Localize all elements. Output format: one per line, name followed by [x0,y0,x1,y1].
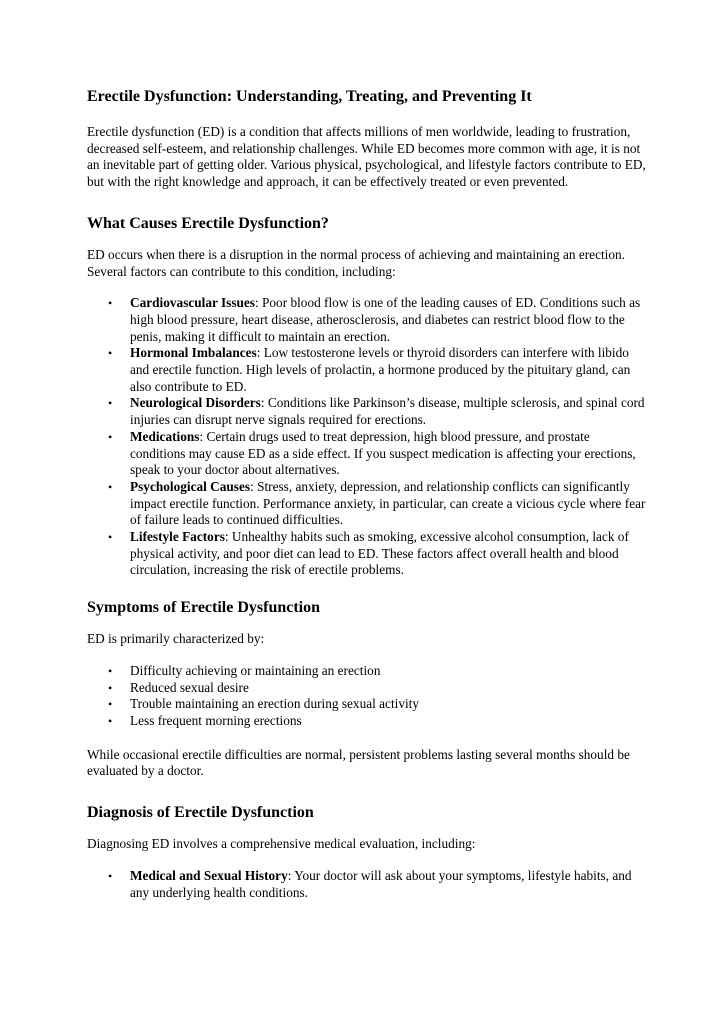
list-item-text: Reduced sexual desire [130,679,249,695]
bullet-icon: • [108,530,113,545]
list-item [87,663,647,680]
list-item-term: Lifestyle Factors [130,529,225,545]
list-item-text: Trouble maintaining an erection during sexual activity [130,696,420,712]
causes-heading: What Causes Erectile Dysfunction? [87,214,329,232]
list-item-text: : Unhealthy habits such as smoking, excessive alcohol consumption, lack of physical activity, and poor diet can lead to ED. These factors affect overall health and blood circulation, increasing the risk of erectile problems. [130,529,629,578]
bullet-icon: • [108,346,113,361]
causes-intro: ED occurs when there is a disruption in the normal process of achieving and maintaining an erection. Several factors can contribute to this condition, including: [87,246,625,279]
list-item [87,529,647,579]
list-item-text: Difficulty achieving or maintaining an erection [130,662,381,678]
list-item-term: Neurological Disorders [130,395,261,411]
diagnosis-intro: Diagnosing ED involves a comprehensive medical evaluation, including: [87,836,476,852]
list-item-term: Hormonal Imbalances [130,345,257,361]
list-item-text: : Your doctor will ask about your symptoms, lifestyle habits, and any underlying health conditions. [130,867,632,900]
list-item [87,479,647,529]
list-item [87,680,647,697]
list-item-text: : Conditions like Parkinson’s disease, multiple sclerosis, and spinal cord injuries can disrupt nerve signals required for erections. [130,395,645,428]
document-title: Erectile Dysfunction: Understanding, Treating, and Preventing It [87,88,532,105]
bullet-icon: • [108,713,113,728]
symptoms-intro: ED is primarily characterized by: [87,631,265,647]
diagnosis-heading: Diagnosis of Erectile Dysfunction [87,804,314,822]
list-item-term: Psychological Causes [130,478,251,494]
document-page [87,87,647,901]
symptoms-outro: While occasional erectile difficulties are normal, persistent problems lasting several months should be evaluated by a doctor. [87,746,630,779]
list-item [87,345,647,395]
bullet-icon: • [108,680,113,695]
bullet-icon: • [108,479,113,494]
list-item-text: : Stress, anxiety, depression, and relationship conflicts can significantly impact erectile function. Performance anxiety, in particular, can create a vicious cycle where fear of failure leads to continued difficulties. [130,478,646,528]
list-item [87,395,647,428]
list-item-text: : Certain drugs used to treat depression, high blood pressure, and prostate conditions may cause ED as a side effect. If you suspect medication is affecting your erections, speak to your doctor about alternatives. [130,428,636,478]
symptoms-list [87,663,647,730]
bullet-icon: • [108,396,113,411]
bullet-icon: • [108,663,113,678]
bullet-icon: • [108,429,113,444]
bullet-icon: • [108,868,113,883]
list-item [87,295,647,345]
bullet-icon: • [108,697,113,712]
list-item [87,713,647,730]
list-item-term: Cardiovascular Issues [130,295,255,311]
list-item [87,868,647,901]
list-item-term: Medical and Sexual History [130,867,288,883]
list-item [87,429,647,479]
list-item-term: Medications [130,428,200,444]
causes-list [87,295,647,579]
list-item-text: Less frequent morning erections [130,712,302,728]
bullet-icon: • [108,296,113,311]
list-item-text: : Poor blood flow is one of the leading causes of ED. Conditions such as high blood pressure, heart disease, atherosclerosis, and diabetes can restrict blood flow to the penis, making it difficult to maintain an erection. [130,295,641,344]
intro-paragraph: Erectile dysfunction (ED) is a condition that affects millions of men worldwide, leading to frustration, decreased self-esteem, and relationship challenges. While ED becomes more common with age, it is not an inevitable part of getting older. Various physical, psychological, and lifestyle factors contribute to ED, but with the right knowledge and approach, it can be effectively treated or even prevented. [87,124,646,190]
diagnosis-list [87,868,647,901]
symptoms-heading: Symptoms of Erectile Dysfunction [87,599,321,617]
list-item-text: : Low testosterone levels or thyroid disorders can interfere with libido and erectile function. High levels of prolactin, a hormone produced by the pituitary gland, can also contribute to ED. [130,345,631,394]
list-item [87,696,647,713]
